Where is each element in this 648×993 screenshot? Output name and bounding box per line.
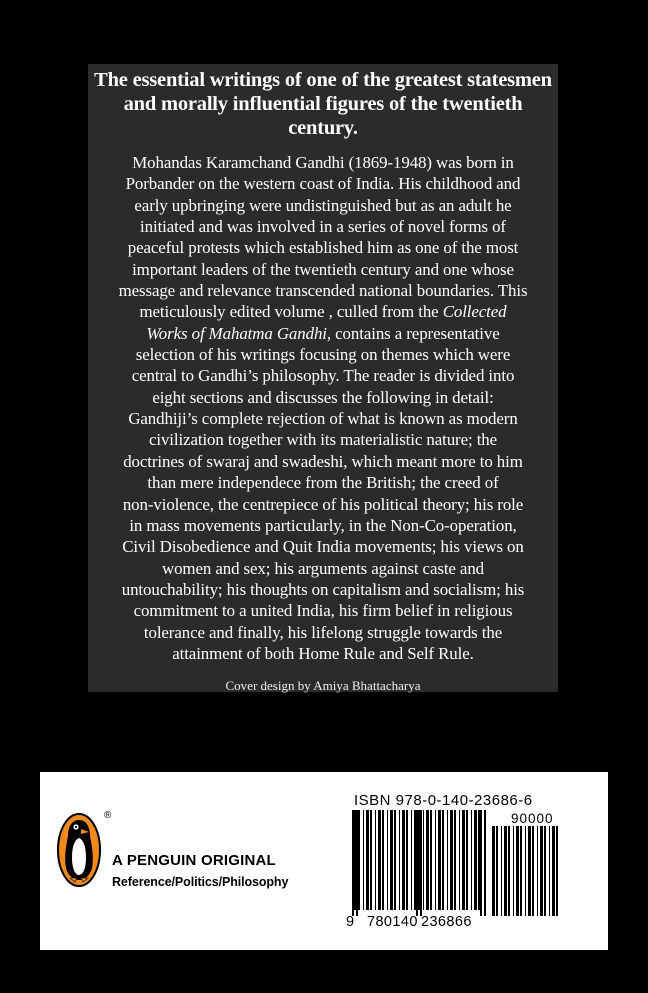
blurb-line: Mohandas Karamchand Gandhi (1869-1948) was born in bbox=[132, 153, 514, 172]
blurb-line: commitment to a united India, his firm belief in religious bbox=[133, 601, 513, 621]
blurb-line: civilization together with its materialistic nature; the bbox=[148, 430, 498, 450]
blurb-line: women and sex; his arguments against caste and bbox=[161, 558, 485, 578]
headline bbox=[90, 68, 556, 140]
blurb-text bbox=[90, 152, 556, 664]
blurb-line: attainment of both Home Rule and Self Rule. bbox=[172, 643, 474, 663]
blurb-line: peaceful protests which established him as one of the most bbox=[127, 238, 519, 258]
back-cover-blurb-panel bbox=[88, 64, 558, 692]
blurb-line: doctrines of swaraj and swadeshi, which meant more to him bbox=[123, 451, 523, 471]
blurb-line: than mere independece from the British; the creed of bbox=[147, 473, 499, 493]
headline-line-1: The essential writings of one of the greatest statesmen bbox=[94, 69, 552, 91]
blurb-line: early upbringing were undistinguished but as an adult he bbox=[134, 195, 512, 215]
blurb-line: selection of his writings focusing on themes which were bbox=[135, 345, 511, 365]
price-code: 90000 bbox=[511, 811, 554, 826]
blurb-line: Porbander on the western coast of India. His childhood and bbox=[125, 174, 521, 194]
blurb-line: Gandhiji’s complete rejection of what is known as modern bbox=[128, 409, 518, 429]
blurb-line: eight sections and discusses the following in detail: bbox=[152, 387, 494, 407]
blurb-line: non-violence, the centrepiece of his political theory; his role bbox=[122, 494, 524, 514]
blurb-line: meticulously edited volume , culled from the bbox=[139, 302, 439, 322]
barcode-digit-first: 9 bbox=[346, 914, 355, 930]
blurb-line: message and relevance transcended national boundaries. This bbox=[118, 281, 528, 301]
blurb-line: untouchability; his thoughts on capitalism and socialism; his bbox=[121, 579, 525, 599]
blurb-line: initiated and was involved in a series of novel forms of bbox=[140, 217, 506, 237]
penguin-logo-icon bbox=[56, 812, 102, 888]
cover-design-credit: Cover design by Amiya Bhattacharya bbox=[225, 678, 421, 694]
blurb-line: central to Gandhi’s philosophy. The reader is divided into bbox=[131, 366, 515, 386]
isbn-label: ISBN 978-0-140-23686-6 bbox=[354, 792, 533, 809]
blurb-line: important leaders of the twentieth century and one whose bbox=[132, 259, 514, 279]
blurb-line: tolerance and finally, his lifelong struggle towards the bbox=[143, 622, 503, 642]
barcode-digits-left: 780140 bbox=[367, 914, 418, 930]
blurb-line-italic: Collected bbox=[442, 302, 507, 322]
blurb-line-italic: Works of Mahatma Gandhi bbox=[146, 323, 327, 343]
blurb-line: , contains a representative bbox=[326, 323, 500, 343]
blurb-line: in mass movements particularly, in the Non-Co-operation, bbox=[129, 515, 517, 535]
imprint-line-1: A PENGUIN ORIGINAL bbox=[112, 852, 276, 869]
barcode-icon bbox=[340, 810, 570, 916]
imprint-line-2: Reference/Politics/Philosophy bbox=[112, 875, 289, 889]
headline-line-2: and morally influential figures of the twentieth century. bbox=[123, 93, 523, 139]
barcode-digits-right: 236866 bbox=[421, 914, 472, 930]
registered-mark: ® bbox=[104, 810, 112, 821]
imprint-label bbox=[112, 852, 288, 890]
blurb-line: Civil Disobedience and Quit India movements; his views on bbox=[122, 537, 524, 557]
